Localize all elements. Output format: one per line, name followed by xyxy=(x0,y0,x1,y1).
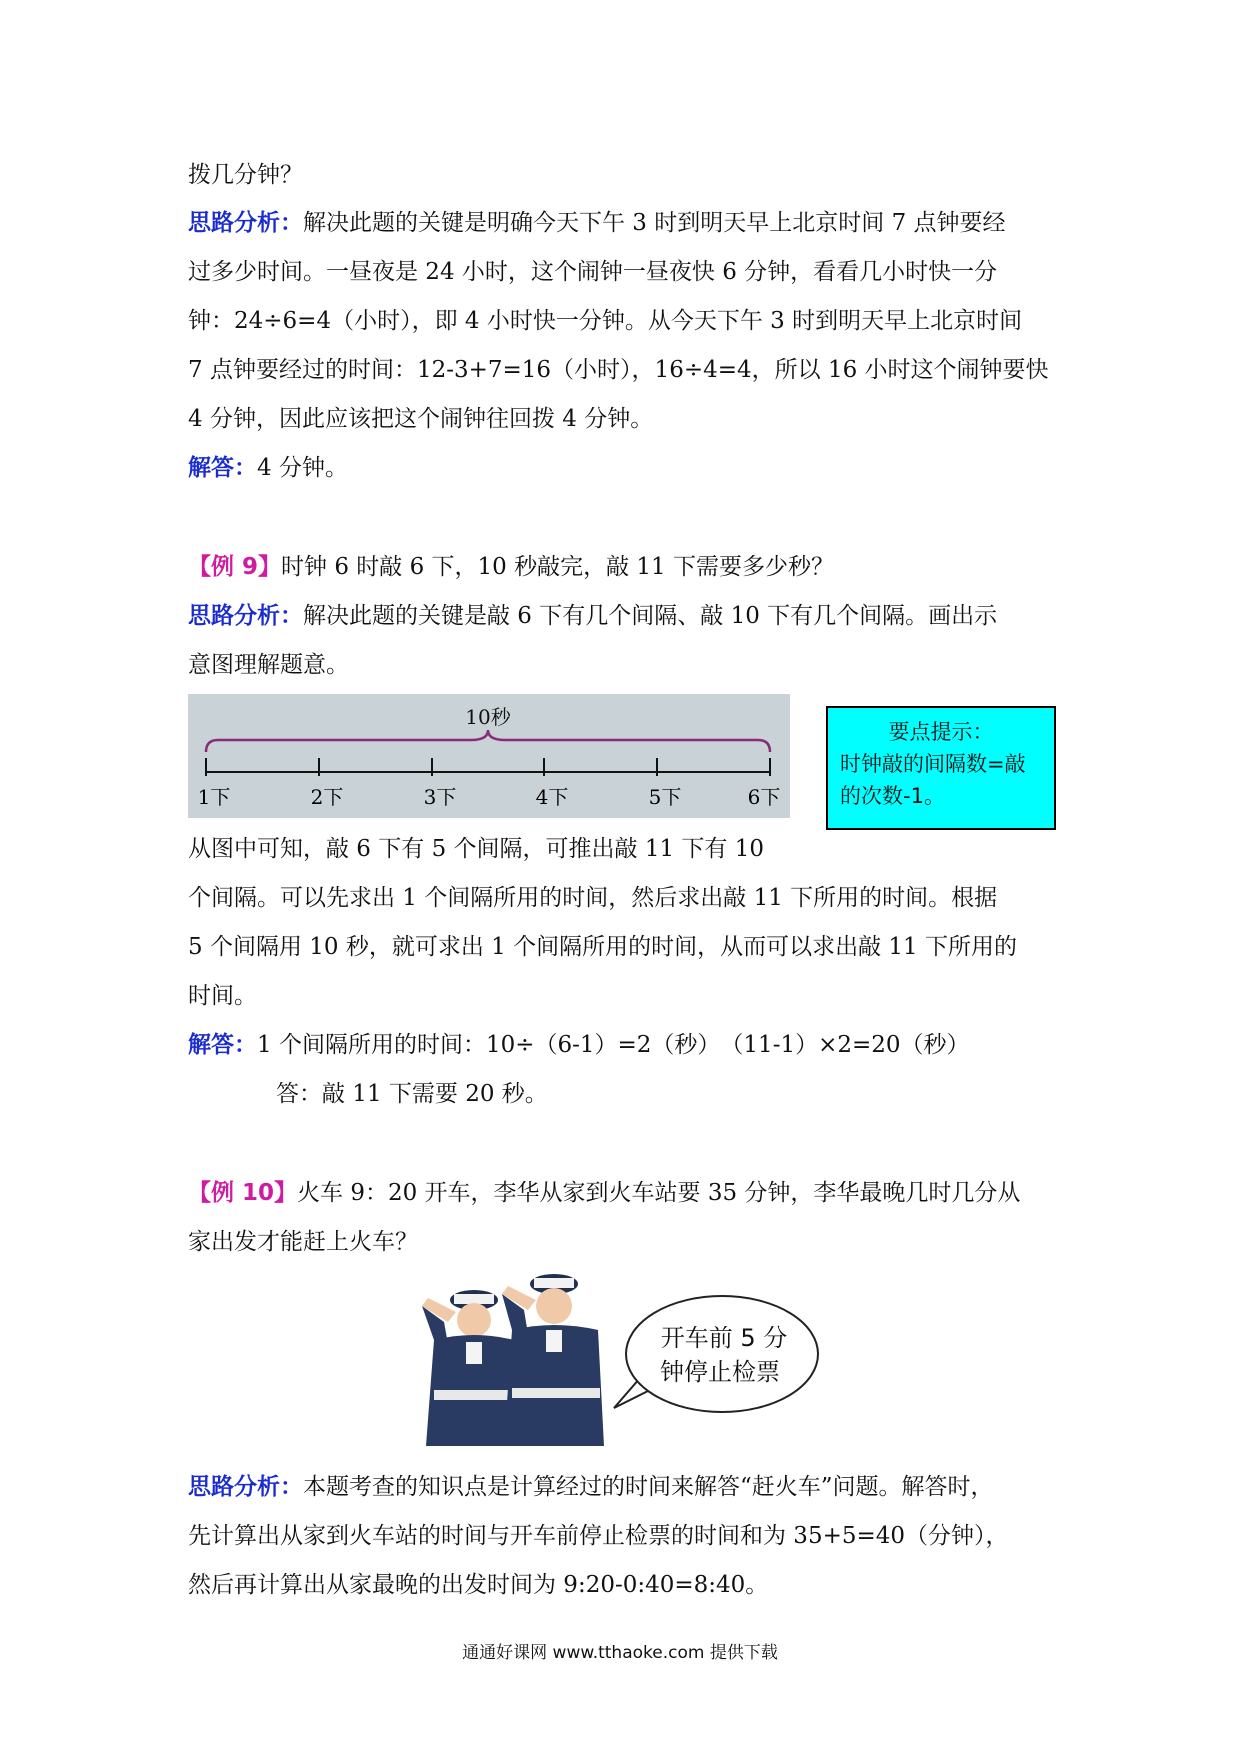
text-line: 意图理解题意。 xyxy=(188,652,349,678)
text-line: 从图中可知，敲 6 下有 5 个间隔，可推出敲 11 下有 10 xyxy=(188,836,764,862)
text-line: 4 分钟，因此应该把这个闹钟往回拨 4 分钟。 xyxy=(188,406,654,432)
brace xyxy=(206,730,770,752)
analysis-line: 思路分析：解决此题的关键是敲 6 下有几个间隔、敲 10 下有几个间隔。画出示 xyxy=(188,603,998,629)
interval-diagram xyxy=(188,694,790,818)
text-line: 7 点钟要经过的时间：12-3+7=16（小时），16÷4=4，所以 16 小时这个闹钟要快 xyxy=(188,357,1049,383)
officer-right xyxy=(502,1274,604,1446)
example-9-question: 【例 9】时钟 6 时敲 6 下，10 秒敲完，敲 11 下需要多少秒？ xyxy=(188,554,834,580)
ticket-inspectors-illustration xyxy=(404,1270,824,1446)
tick-label: 3下 xyxy=(423,785,457,809)
tip-title: 要点提示： xyxy=(888,720,994,744)
text-line: 钟：24÷6=4（小时），即 4 小时快一分钟。从今天下午 3 时到明天早上北京时间 xyxy=(188,308,1023,334)
tip-box xyxy=(826,706,1056,830)
analysis-label: 思路分析： xyxy=(188,1474,303,1500)
text-line: 然后再计算出从家最晚的出发时间为 9:20-0:40=8:40。 xyxy=(188,1572,769,1598)
text-line: 先计算出从家到火车站的时间与开车前停止检票的时间和为 35+5=40（分钟）， xyxy=(188,1523,1009,1549)
analysis-line: 思路分析：解决此题的关键是明确今天下午 3 时到明天早上北京时间 7 点钟要经 xyxy=(188,210,1006,236)
bubble-line: 钟停止检票 xyxy=(660,1358,780,1386)
text-line: 个间隔。可以先求出 1 个间隔所用的时间，然后求出敲 11 下所用的时间。根据 xyxy=(188,885,998,911)
interval-diagram-svg xyxy=(188,694,790,818)
analysis-line: 思路分析：本题考查的知识点是计算经过的时间来解答“赶火车”问题。解答时， xyxy=(188,1474,994,1500)
example-10-question: 【例 10】火车 9：20 开车，李华从家到火车站要 35 分钟，李华最晚几时几分从 xyxy=(188,1180,1021,1206)
answer-label: 解答： xyxy=(188,1032,257,1058)
answer-label: 解答： xyxy=(188,455,257,481)
answer-line: 解答：1 个间隔所用的时间：10÷（6-1）=2（秒） （11-1）×2=20（秒） xyxy=(188,1032,970,1058)
answer-line-2: 答：敲 11 下需要 20 秒。 xyxy=(276,1081,548,1107)
text-line: 拨几分钟？ xyxy=(188,162,303,188)
tip-line: 时钟敲的间隔数=敲 xyxy=(840,752,1026,776)
text-line: 家出发才能赶上火车？ xyxy=(188,1229,418,1255)
illustration-svg xyxy=(404,1270,824,1446)
tick-label: 1下 xyxy=(197,785,231,809)
tick-label: 2下 xyxy=(310,785,344,809)
analysis-label: 思路分析： xyxy=(188,603,303,629)
text-line: 5 个间隔用 10 秒，就可求出 1 个间隔所用的时间，从而可以求出敲 11 下所用的 xyxy=(188,934,1017,960)
tick-label: 6下 xyxy=(747,785,781,809)
bubble-line: 开车前 5 分 xyxy=(660,1324,788,1352)
example-tag: 【例 9】 xyxy=(188,554,282,580)
tick-label: 4下 xyxy=(535,785,569,809)
text-line: 过多少时间。一昼夜是 24 小时，这个闹钟一昼夜快 6 分钟，看看几小时快一分 xyxy=(188,259,998,285)
tip-line: 的次数-1。 xyxy=(840,784,945,808)
example-tag: 【例 10】 xyxy=(188,1180,298,1206)
analysis-label: 思路分析： xyxy=(188,210,303,236)
page-footer: 通通好课网 www.tthaoke.com 提供下载 xyxy=(462,1643,778,1663)
answer-line: 解答：4 分钟。 xyxy=(188,455,348,481)
text-line: 时间。 xyxy=(188,983,257,1009)
tick-label: 5下 xyxy=(648,785,682,809)
span-label: 10秒 xyxy=(465,705,511,729)
speech-bubble xyxy=(614,1296,818,1412)
